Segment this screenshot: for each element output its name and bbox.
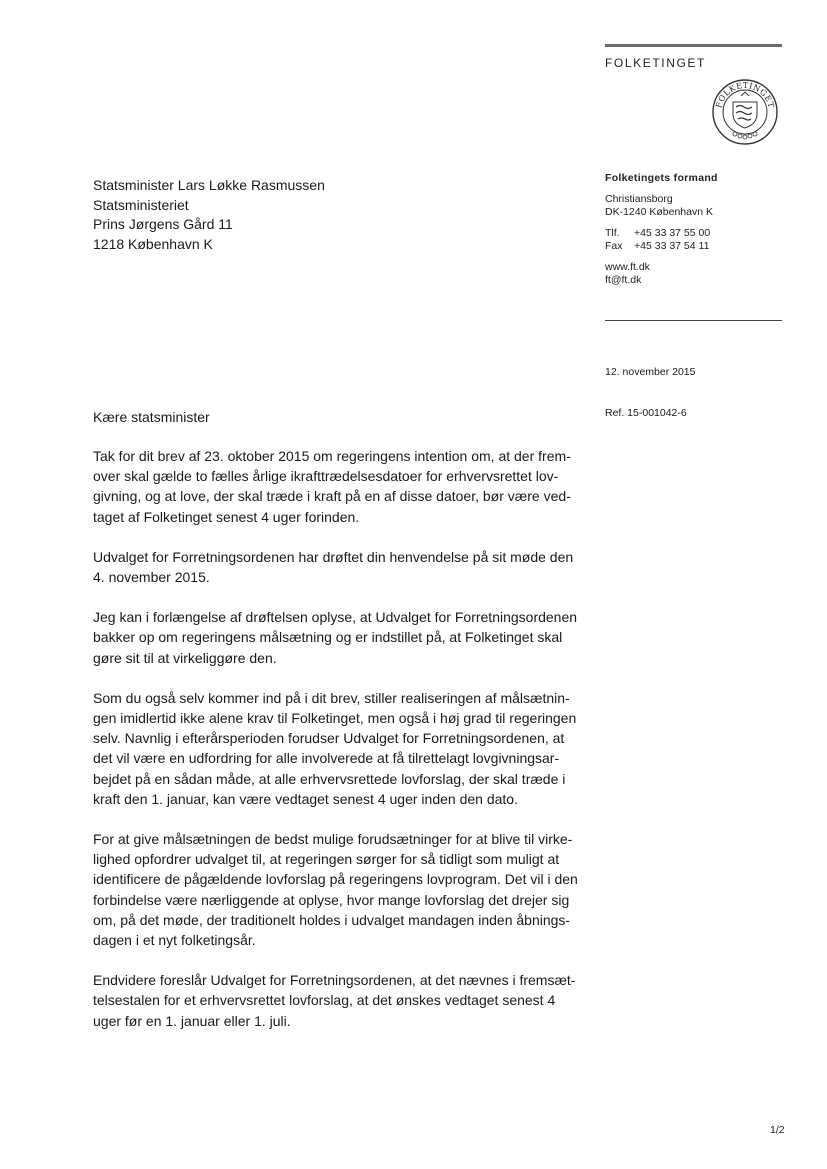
page-number: 1/2: [770, 1124, 785, 1136]
sender-website: www.ft.dk: [605, 261, 650, 273]
body-line: gen imidlertid ikke alene krav til Folketinget, men også i høj grad til regeringen: [93, 710, 577, 727]
recipient-line: Statsministeriet: [93, 196, 189, 213]
body-line: selv. Navnlig i efterårsperioden forudser Udvalget for Forretningsordenen, at: [93, 730, 565, 747]
body-paragraph: [93, 446, 583, 527]
body-line: om, på det møde, der traditionelt holdes i udvalget mandagen inden åbnings-: [93, 911, 571, 928]
letterhead-top-rule: [605, 44, 782, 47]
sender-phone: [605, 227, 718, 240]
organization-name: FOLKETINGET: [605, 56, 706, 70]
recipient-line: Prins Jørgens Gård 11: [93, 216, 233, 232]
fax-label: Fax: [605, 239, 623, 252]
body-line: telsestalen for et erhvervsrettet lovforslag, at det ønskes vedtaget senest 4: [93, 992, 556, 1009]
body-line: For at give målsætningen de bedst mulige forudsætninger for at blive til virke-: [93, 831, 573, 848]
body-line: bejdet på en sådan måde, at alle erhvervsrettede lovforslag, der skal træde i: [93, 770, 566, 787]
sender-title: Folketingets formand: [605, 172, 718, 184]
salutation: Kære statsminister: [93, 409, 210, 425]
recipient-line: Statsminister Lars Løkke Rasmussen: [93, 177, 325, 193]
body-line: dagen i et nyt folketingsår.: [93, 932, 256, 949]
recipient-line: 1218 København K: [93, 235, 213, 252]
phone-label: Tlf.: [605, 227, 620, 239]
body-line: det vil være en udfordring for alle involverede at få tilrettelagt lovgivningsar-: [93, 750, 560, 767]
body-paragraph: [93, 688, 583, 809]
body-paragraph: [93, 970, 583, 1031]
body-line: kraft den 1. januar, kan være vedtaget senest 4 uger inden den dato.: [93, 790, 518, 807]
body-line: Udvalget for Forretningsordenen har drøftet din henvendelse på sit møde den: [93, 548, 574, 565]
body-paragraph: [93, 547, 583, 587]
body-line: uger før en 1. januar eller 1. juli.: [93, 1012, 291, 1029]
body-line: Jeg kan i forlængelse af drøftelsen oplyse, at Udvalget for Forretningsordenen: [93, 609, 578, 626]
sender-address-line: DK-1240 København K: [605, 205, 713, 218]
body-line: Som du også selv kommer ind på i dit brev, stiller realiseringen af målsætnin-: [93, 689, 570, 706]
body-line: 4. november 2015.: [93, 569, 210, 586]
letter-date: 12. november 2015: [605, 366, 696, 378]
recipient-address: [93, 176, 325, 254]
letter-body: [93, 446, 583, 1051]
letter-reference: Ref. 15-001042-6: [605, 407, 687, 419]
phone-number: +45 33 37 55 00: [634, 227, 711, 239]
body-paragraph: [93, 829, 583, 950]
sender-block: [605, 172, 718, 286]
body-line: Tak for dit brev af 23. oktober 2015 om regeringens intention om, at der frem-: [93, 448, 571, 464]
sender-divider: [605, 320, 782, 321]
sender-address-line: Christiansborg: [605, 193, 673, 205]
sender-email: ft@ft.dk: [605, 273, 642, 286]
folketinget-seal-icon: [711, 78, 779, 146]
body-line: over skal gælde to fælles årlige ikrafttrædelsesdatoer for erhvervsrettet lov-: [93, 468, 559, 485]
body-line: lighed opfordrer udvalget til, at regeringen sørger for så tidligt som muligt at: [93, 851, 560, 868]
body-line: givning, og at love, der skal træde i kraft på en af disse datoer, bør være ved-: [93, 488, 571, 505]
body-line: forbindelse være nærliggende at oplyse, hvor mange lovforslag det drejer sig: [93, 891, 570, 908]
seal-text: FOLKETINGET: [714, 80, 776, 110]
body-line: taget af Folketinget senest 4 uger forinden.: [93, 508, 360, 525]
sender-fax: [605, 240, 718, 253]
fax-number: +45 33 37 54 11: [634, 239, 710, 252]
body-line: bakker op om regeringens målsætning og er indstillet på, at Folketinget skal: [93, 629, 563, 646]
body-line: Endvidere foreslår Udvalget for Forretningsordenen, at det nævnes i fremsæt-: [93, 972, 576, 989]
body-paragraph: [93, 607, 583, 668]
body-line: gøre sit til at virkeliggøre den.: [93, 649, 277, 666]
svg-text:FOLKETINGET: [714, 81, 775, 109]
body-line: identificere de pågældende lovforslag på regeringens lovprogram. Det vil i den: [93, 871, 578, 888]
